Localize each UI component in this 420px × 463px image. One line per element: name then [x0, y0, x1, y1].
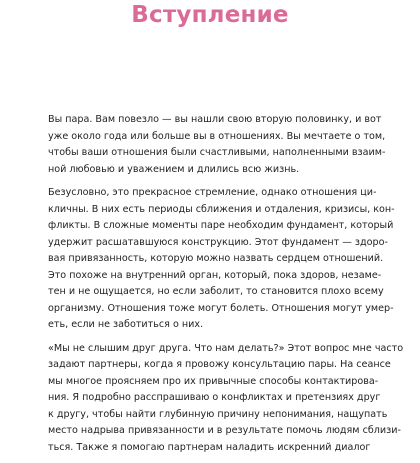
chapter-title: Вступление — [131, 2, 289, 28]
text-line: организму. Отношения тоже могут болеть. Отношения могут умер- — [48, 302, 394, 314]
text-line: фликты. В сложные моменты паре необходим фундамент, который — [48, 220, 394, 231]
text-line: Вы пара. Вам повезло — вы нашли свою вторую половинку, и вот — [48, 114, 382, 125]
text-line: Это похоже на внутренний орган, который, пока здоров, незаме- — [48, 269, 382, 281]
paragraph — [48, 185, 394, 334]
text-line: чтобы ваши отношения были счастливыми, наполненными взаим- — [48, 147, 386, 158]
text-line: мы многое проясняем про их привычные способы контактирова- — [48, 375, 379, 387]
chapter-body — [48, 112, 404, 463]
text-line: тен и не ощущается, но если заболит, то становится плохо всему — [48, 286, 384, 297]
text-line: ния. Я подробно расспрашиваю о конфликтах и претензиях друг — [48, 392, 381, 403]
text-line: место надрыва привязанности и в результате помочь людям сблизи- — [48, 425, 401, 436]
text-line: кличны. В них есть периоды сближения и отдаления, кризисы, кон- — [48, 203, 395, 215]
text-line: вая привязанность, которую можно назвать сердцем отношений. — [48, 253, 384, 264]
paragraph — [48, 112, 394, 178]
text-line: удержит расшатавшуюся конструкцию. Этот фундамент — здоро- — [48, 236, 388, 248]
text-line: Безусловно, это прекрасное стремление, однако отношения ци- — [48, 187, 377, 198]
text-line: к другу, чтобы найти глубинную причину непонимания, нащупать — [48, 408, 388, 420]
text-line: «Мы не слышим друг друга. Что нам делать?» Этот вопрос мне часто — [48, 342, 404, 354]
paragraph — [48, 341, 404, 457]
text-line: задают партнеры, когда я провожу консультацию пары. На сеансе — [48, 359, 391, 370]
text-line: уже около года или больше вы в отношениях. Вы мечтаете о том, — [48, 130, 386, 142]
text-line: ной любовью и уважением и длились всю жизнь. — [48, 163, 300, 175]
text-line: ться. Также я помогаю партнерам наладить искренний диалог — [48, 441, 371, 453]
text-line: еть, если не заботиться о них. — [48, 319, 204, 330]
